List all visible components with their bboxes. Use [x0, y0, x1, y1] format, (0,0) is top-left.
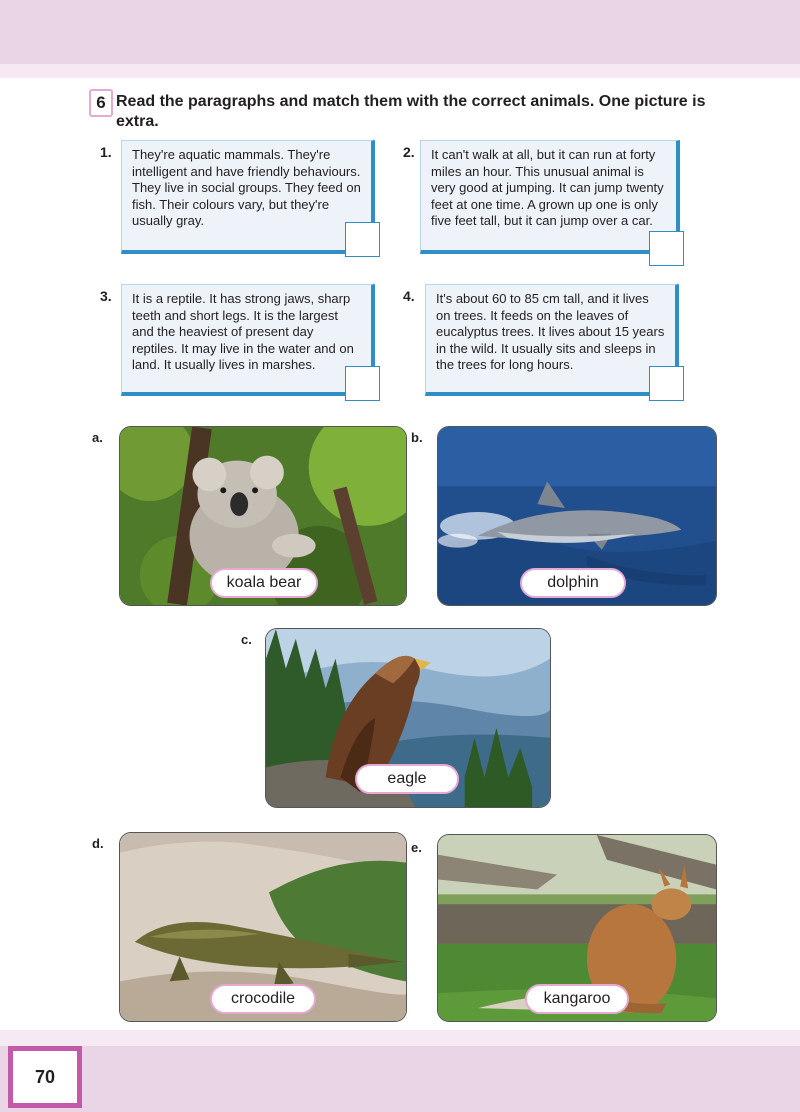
- paragraph-2-answer-box[interactable]: [649, 231, 684, 266]
- top-header-band: [0, 0, 800, 64]
- eagle-label: eagle: [355, 764, 459, 794]
- crocodile-label: crocodile: [210, 984, 316, 1014]
- bottom-footer-band: [0, 1046, 800, 1112]
- paragraph-1-answer-box[interactable]: [345, 222, 380, 257]
- paragraph-2-text: It can't walk at all, but it can run at forty miles an hour. This unusual animal is very good at jumping. It can jump twenty feet at one time. A grown up one is only five feet tall, but it can jump over a car.: [431, 147, 664, 229]
- paragraph-2-box: [420, 140, 680, 254]
- paragraph-1-box: [121, 140, 375, 254]
- paragraph-3-text: It is a reptile. It has strong jaws, sharp teeth and short legs. It is the largest and the heaviest of present day reptiles. It may live in the water and on land. It usually lives in marshes.: [132, 291, 354, 373]
- paragraph-3-box: [121, 284, 375, 396]
- top-header-stripe: [0, 64, 800, 78]
- page-number: 70: [8, 1046, 82, 1108]
- dolphin-label: dolphin: [520, 568, 626, 598]
- picture-d-letter: d.: [92, 836, 104, 851]
- paragraph-4-number: 4.: [403, 288, 415, 304]
- paragraph-3-answer-box[interactable]: [345, 366, 380, 401]
- picture-a-letter: a.: [92, 430, 103, 445]
- picture-b-letter: b.: [411, 430, 423, 445]
- picture-c-letter: c.: [241, 632, 252, 647]
- picture-e-letter: e.: [411, 840, 422, 855]
- koala-label: koala bear: [210, 568, 318, 598]
- paragraph-3-number: 3.: [100, 288, 112, 304]
- paragraph-1-number: 1.: [100, 144, 112, 160]
- kangaroo-label: kangaroo: [525, 984, 629, 1014]
- exercise-instruction: Read the paragraphs and match them with the correct animals. One picture is extra.: [116, 93, 706, 130]
- paragraph-1-text: They're aquatic mammals. They're intelligent and have friendly behaviours. They live in social groups. They feed on fish. Their colours vary, but they're usually gray.: [132, 147, 361, 229]
- paragraph-2-number: 2.: [403, 144, 415, 160]
- bottom-footer-stripe: [0, 1030, 800, 1046]
- exercise-number-badge: 6: [89, 89, 113, 117]
- paragraph-4-box: [425, 284, 679, 396]
- paragraph-4-text: It's about 60 to 85 cm tall, and it lives on trees. It feeds on the leaves of eucalyptus trees. It lives about 15 years in the wild. It usually sits and sleeps in the trees for long hours.: [436, 291, 665, 373]
- paragraph-4-answer-box[interactable]: [649, 366, 684, 401]
